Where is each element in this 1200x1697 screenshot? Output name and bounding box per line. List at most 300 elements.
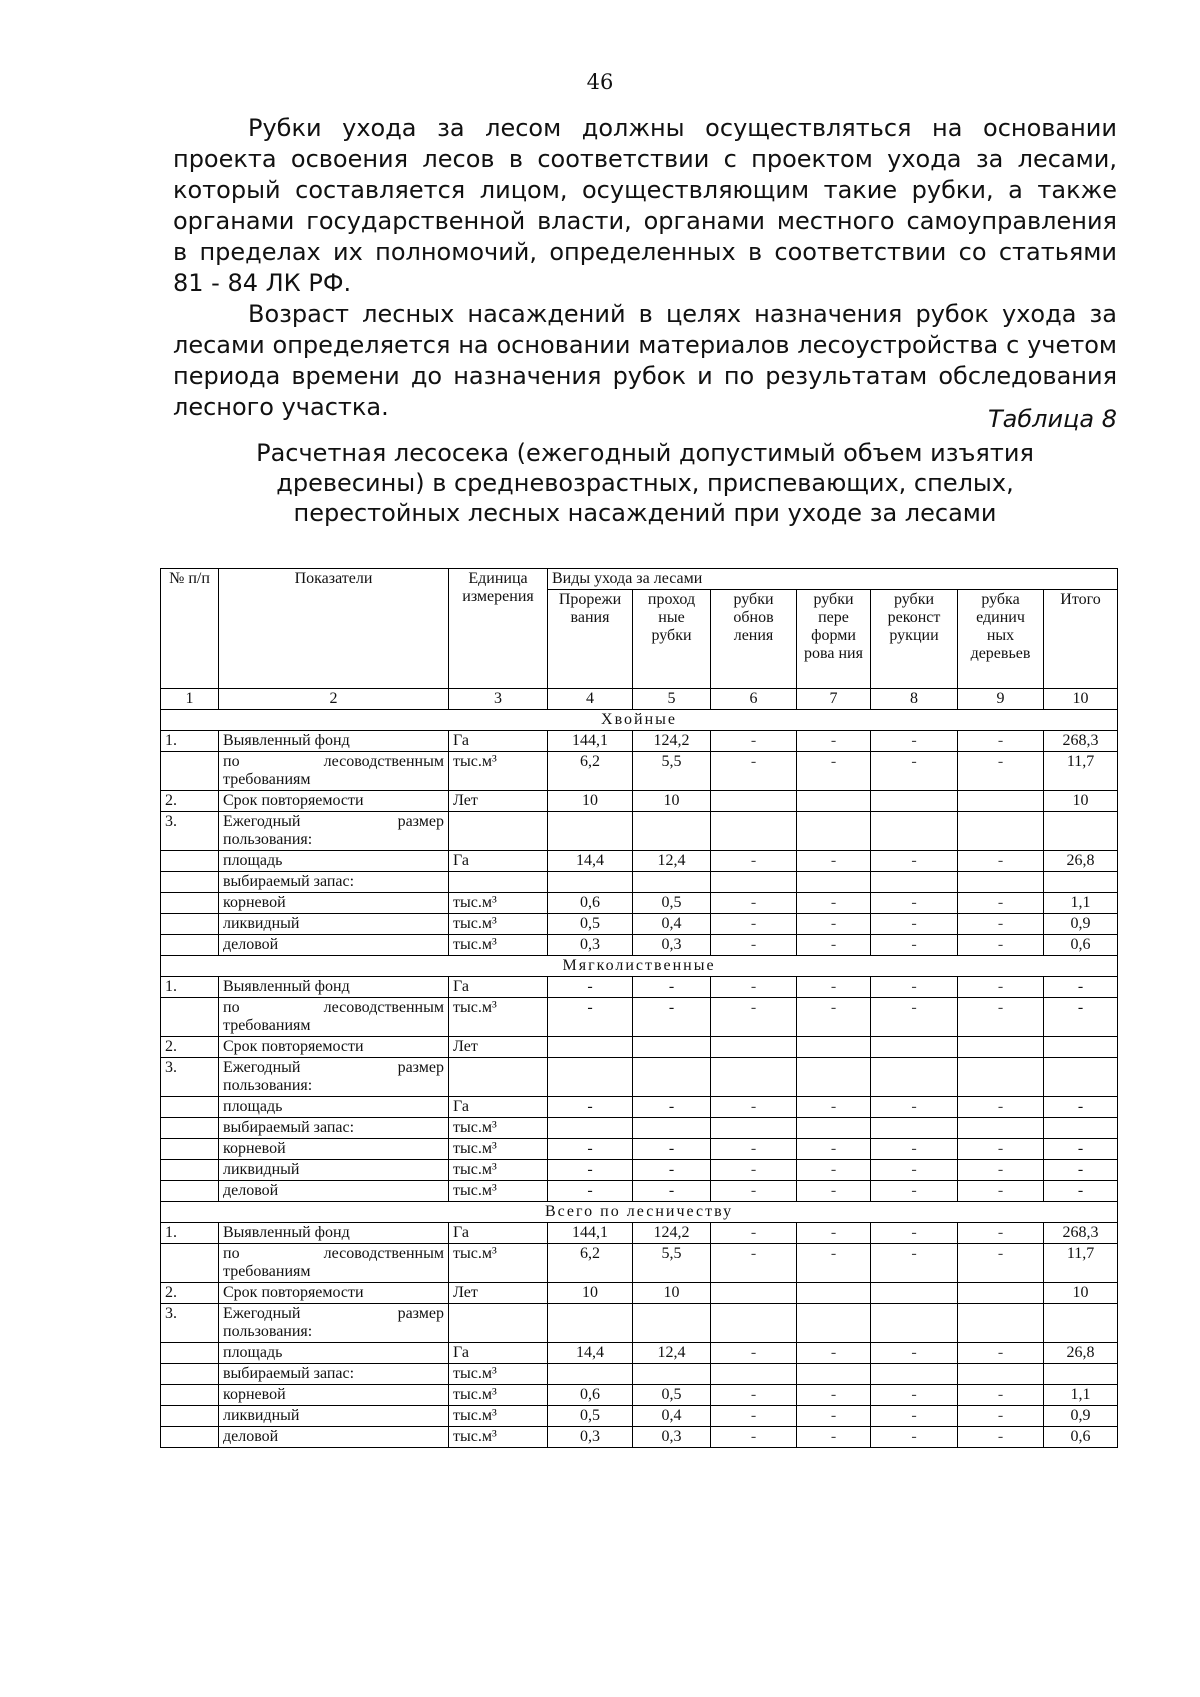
value-cell: - bbox=[958, 731, 1044, 752]
value-cell: - bbox=[958, 1343, 1044, 1364]
header-types: Виды ухода за лесами bbox=[548, 569, 1118, 590]
value-cell: - bbox=[958, 1160, 1044, 1181]
table-caption: Таблица 8 bbox=[987, 405, 1117, 433]
value-cell: - bbox=[797, 1139, 871, 1160]
row-label: Срок повторяемости bbox=[219, 791, 449, 812]
value-cell: 10 bbox=[548, 1283, 633, 1304]
value-cell bbox=[871, 1058, 958, 1097]
row-unit: тыс.м³ bbox=[449, 1160, 548, 1181]
row-number bbox=[161, 1118, 219, 1139]
value-cell: 0,9 bbox=[1044, 1406, 1118, 1427]
table-row bbox=[161, 914, 1118, 935]
value-cell: - bbox=[958, 935, 1044, 956]
row-unit: тыс.м³ bbox=[449, 1385, 548, 1406]
section-title: Всего по лесничеству bbox=[161, 1202, 1118, 1223]
row-number bbox=[161, 752, 219, 791]
value-cell: 144,1 bbox=[548, 731, 633, 752]
row-label: Срок повторяемости bbox=[219, 1283, 449, 1304]
row-unit: Лет bbox=[449, 1283, 548, 1304]
table-row bbox=[161, 1139, 1118, 1160]
row-number bbox=[161, 1139, 219, 1160]
value-cell: 0,4 bbox=[633, 1406, 711, 1427]
value-cell: - bbox=[871, 731, 958, 752]
table-row bbox=[161, 1343, 1118, 1364]
value-cell: 0,5 bbox=[548, 1406, 633, 1427]
value-cell bbox=[1044, 1304, 1118, 1343]
value-cell bbox=[548, 1037, 633, 1058]
section-row bbox=[161, 1202, 1118, 1223]
column-number: 10 bbox=[1044, 689, 1118, 710]
value-cell: - bbox=[797, 1427, 871, 1448]
value-cell: - bbox=[871, 851, 958, 872]
value-cell: 0,3 bbox=[548, 1427, 633, 1448]
value-cell bbox=[958, 1283, 1044, 1304]
row-number bbox=[161, 893, 219, 914]
value-cell: - bbox=[633, 1181, 711, 1202]
value-cell: - bbox=[711, 851, 797, 872]
value-cell bbox=[1044, 1118, 1118, 1139]
value-cell bbox=[958, 1037, 1044, 1058]
value-cell: - bbox=[797, 914, 871, 935]
value-cell: - bbox=[871, 1160, 958, 1181]
table-title-line: перестойных лесных насаждений при уходе за лесами bbox=[293, 499, 997, 527]
value-cell: - bbox=[958, 998, 1044, 1037]
row-unit bbox=[449, 1058, 548, 1097]
value-cell: 0,6 bbox=[548, 893, 633, 914]
value-cell: - bbox=[1044, 998, 1118, 1037]
table-row bbox=[161, 1037, 1118, 1058]
value-cell: - bbox=[711, 1181, 797, 1202]
value-cell: - bbox=[958, 1181, 1044, 1202]
value-cell bbox=[871, 1364, 958, 1385]
table-row bbox=[161, 872, 1118, 893]
value-cell bbox=[711, 1058, 797, 1097]
value-cell bbox=[797, 791, 871, 812]
table-row bbox=[161, 1304, 1118, 1343]
table-row bbox=[161, 1118, 1118, 1139]
value-cell: 0,3 bbox=[633, 935, 711, 956]
value-cell: - bbox=[958, 1385, 1044, 1406]
value-cell: - bbox=[958, 1223, 1044, 1244]
value-cell: 5,5 bbox=[633, 1244, 711, 1283]
table-row bbox=[161, 1058, 1118, 1097]
value-cell: 0,3 bbox=[548, 935, 633, 956]
value-cell: - bbox=[958, 851, 1044, 872]
value-cell bbox=[871, 791, 958, 812]
value-cell: 0,5 bbox=[548, 914, 633, 935]
row-unit bbox=[449, 872, 548, 893]
value-cell bbox=[1044, 1037, 1118, 1058]
value-cell: - bbox=[797, 851, 871, 872]
table-row bbox=[161, 1364, 1118, 1385]
row-unit: тыс.м³ bbox=[449, 1118, 548, 1139]
value-cell: - bbox=[548, 998, 633, 1037]
value-cell: - bbox=[871, 1139, 958, 1160]
value-cell bbox=[871, 1304, 958, 1343]
row-unit: тыс.м³ bbox=[449, 1139, 548, 1160]
value-cell: - bbox=[1044, 1160, 1118, 1181]
header-col: проход ные рубки bbox=[633, 590, 711, 689]
value-cell: 11,7 bbox=[1044, 752, 1118, 791]
row-number: 2. bbox=[161, 1283, 219, 1304]
value-cell: - bbox=[711, 1406, 797, 1427]
value-cell: 0,3 bbox=[633, 1427, 711, 1448]
row-label: выбираемый запас: bbox=[219, 1364, 449, 1385]
value-cell: - bbox=[871, 1181, 958, 1202]
column-number: 7 bbox=[797, 689, 871, 710]
table-row bbox=[161, 935, 1118, 956]
value-cell: - bbox=[871, 977, 958, 998]
value-cell: - bbox=[871, 752, 958, 791]
value-cell: - bbox=[711, 1160, 797, 1181]
row-number bbox=[161, 1427, 219, 1448]
table-row bbox=[161, 893, 1118, 914]
row-number bbox=[161, 1181, 219, 1202]
row-label: Ежегодный размер пользования: bbox=[219, 1304, 449, 1343]
value-cell: - bbox=[711, 914, 797, 935]
header-col: рубки обнов ления bbox=[711, 590, 797, 689]
table-row bbox=[161, 1283, 1118, 1304]
value-cell: 0,6 bbox=[548, 1385, 633, 1406]
value-cell bbox=[711, 1304, 797, 1343]
column-number: 2 bbox=[219, 689, 449, 710]
value-cell: - bbox=[871, 935, 958, 956]
value-cell: - bbox=[871, 1097, 958, 1118]
value-cell bbox=[958, 1304, 1044, 1343]
row-number bbox=[161, 1244, 219, 1283]
value-cell: - bbox=[1044, 977, 1118, 998]
row-label: ликвидный bbox=[219, 1160, 449, 1181]
value-cell: 10 bbox=[1044, 1283, 1118, 1304]
value-cell: - bbox=[548, 1160, 633, 1181]
header-col: Прорежи вания bbox=[548, 590, 633, 689]
value-cell bbox=[548, 1118, 633, 1139]
row-number bbox=[161, 1385, 219, 1406]
section-row bbox=[161, 956, 1118, 977]
value-cell bbox=[797, 872, 871, 893]
row-unit: Га bbox=[449, 977, 548, 998]
value-cell: - bbox=[958, 977, 1044, 998]
row-unit bbox=[449, 812, 548, 851]
table-row bbox=[161, 998, 1118, 1037]
value-cell: - bbox=[711, 1343, 797, 1364]
table-row bbox=[161, 812, 1118, 851]
value-cell: - bbox=[797, 935, 871, 956]
value-cell bbox=[958, 812, 1044, 851]
header-indicators: Показатели bbox=[219, 569, 449, 689]
value-cell: 268,3 bbox=[1044, 1223, 1118, 1244]
value-cell: - bbox=[797, 731, 871, 752]
harvest-table bbox=[160, 568, 1118, 1448]
row-label: корневой bbox=[219, 1139, 449, 1160]
value-cell bbox=[797, 1283, 871, 1304]
row-unit: Лет bbox=[449, 791, 548, 812]
value-cell bbox=[958, 1058, 1044, 1097]
row-unit bbox=[449, 1304, 548, 1343]
row-unit: тыс.м³ bbox=[449, 998, 548, 1037]
value-cell: - bbox=[711, 935, 797, 956]
value-cell: - bbox=[797, 893, 871, 914]
value-cell: - bbox=[711, 731, 797, 752]
section-row bbox=[161, 710, 1118, 731]
value-cell bbox=[711, 812, 797, 851]
value-cell: 5,5 bbox=[633, 752, 711, 791]
row-label: площадь bbox=[219, 851, 449, 872]
value-cell: - bbox=[797, 1406, 871, 1427]
row-label: выбираемый запас: bbox=[219, 872, 449, 893]
value-cell: - bbox=[711, 998, 797, 1037]
row-unit: тыс.м³ bbox=[449, 1181, 548, 1202]
row-number bbox=[161, 1364, 219, 1385]
value-cell: 0,5 bbox=[633, 893, 711, 914]
row-number bbox=[161, 1406, 219, 1427]
table-row bbox=[161, 1160, 1118, 1181]
row-number: 1. bbox=[161, 1223, 219, 1244]
value-cell: - bbox=[797, 1343, 871, 1364]
value-cell: - bbox=[871, 914, 958, 935]
value-cell bbox=[958, 1364, 1044, 1385]
table-title-line: древесины) в средневозрастных, приспевающих, спелых, bbox=[276, 469, 1014, 497]
value-cell: - bbox=[711, 1097, 797, 1118]
value-cell: - bbox=[633, 1160, 711, 1181]
row-unit: Га bbox=[449, 731, 548, 752]
value-cell: 0,9 bbox=[1044, 914, 1118, 935]
value-cell: - bbox=[711, 893, 797, 914]
column-number: 5 bbox=[633, 689, 711, 710]
value-cell: - bbox=[548, 977, 633, 998]
value-cell bbox=[871, 812, 958, 851]
value-cell bbox=[711, 1118, 797, 1139]
paragraph: Рубки ухода за лесом должны осуществляться на основании проекта освоения лесов в соответствии с проектом ухода за лесами, который составляется лицом, осуществляющим такие рубки, а также органами государственной власти, органами местного самоуправления в пределах их полномочий, определенных в соответствии со статьями 81 - 84 ЛК РФ. bbox=[173, 114, 1117, 297]
value-cell bbox=[958, 791, 1044, 812]
header-col: рубка единич ных деревьев bbox=[958, 590, 1044, 689]
header-col: рубки реконст рукции bbox=[871, 590, 958, 689]
table-row bbox=[161, 752, 1118, 791]
value-cell bbox=[633, 812, 711, 851]
value-cell: 124,2 bbox=[633, 1223, 711, 1244]
body-text bbox=[173, 113, 1117, 423]
value-cell: 0,5 bbox=[633, 1385, 711, 1406]
value-cell bbox=[711, 1283, 797, 1304]
value-cell: 12,4 bbox=[633, 1343, 711, 1364]
value-cell: - bbox=[871, 1427, 958, 1448]
value-cell: - bbox=[797, 977, 871, 998]
value-cell: - bbox=[1044, 1097, 1118, 1118]
value-cell: 14,4 bbox=[548, 1343, 633, 1364]
value-cell bbox=[797, 1118, 871, 1139]
row-number: 1. bbox=[161, 731, 219, 752]
column-number: 8 bbox=[871, 689, 958, 710]
row-number bbox=[161, 935, 219, 956]
value-cell bbox=[1044, 812, 1118, 851]
value-cell bbox=[1044, 1058, 1118, 1097]
value-cell: - bbox=[871, 1223, 958, 1244]
value-cell bbox=[958, 1118, 1044, 1139]
row-label: площадь bbox=[219, 1343, 449, 1364]
row-number bbox=[161, 1343, 219, 1364]
row-number: 3. bbox=[161, 1304, 219, 1343]
row-label: Ежегодный размер пользования: bbox=[219, 812, 449, 851]
row-label: по лесоводственным требованиям bbox=[219, 998, 449, 1037]
value-cell: - bbox=[633, 977, 711, 998]
row-number bbox=[161, 1097, 219, 1118]
row-number bbox=[161, 998, 219, 1037]
row-number bbox=[161, 851, 219, 872]
section-title: Мягколиственные bbox=[161, 956, 1118, 977]
value-cell: - bbox=[871, 1406, 958, 1427]
value-cell: - bbox=[711, 1223, 797, 1244]
row-label: Срок повторяемости bbox=[219, 1037, 449, 1058]
row-label: по лесоводственным требованиям bbox=[219, 1244, 449, 1283]
value-cell: - bbox=[548, 1139, 633, 1160]
value-cell: - bbox=[958, 1406, 1044, 1427]
value-cell: - bbox=[548, 1181, 633, 1202]
row-unit: Лет bbox=[449, 1037, 548, 1058]
value-cell: - bbox=[871, 1244, 958, 1283]
value-cell: - bbox=[797, 1160, 871, 1181]
row-unit: Га bbox=[449, 1097, 548, 1118]
table-row bbox=[161, 1244, 1118, 1283]
row-number: 1. bbox=[161, 977, 219, 998]
table-row bbox=[161, 977, 1118, 998]
row-label: площадь bbox=[219, 1097, 449, 1118]
header-unit: Единица измерения bbox=[449, 569, 548, 689]
value-cell bbox=[633, 1037, 711, 1058]
row-label: Ежегодный размер пользования: bbox=[219, 1058, 449, 1097]
value-cell: - bbox=[797, 998, 871, 1037]
value-cell bbox=[711, 872, 797, 893]
row-number bbox=[161, 914, 219, 935]
value-cell: 14,4 bbox=[548, 851, 633, 872]
value-cell bbox=[548, 1364, 633, 1385]
row-number: 3. bbox=[161, 1058, 219, 1097]
value-cell bbox=[633, 1058, 711, 1097]
value-cell: 6,2 bbox=[548, 752, 633, 791]
value-cell: 144,1 bbox=[548, 1223, 633, 1244]
value-cell: 1,1 bbox=[1044, 1385, 1118, 1406]
row-unit: тыс.м³ bbox=[449, 1364, 548, 1385]
value-cell: 12,4 bbox=[633, 851, 711, 872]
table-row bbox=[161, 1406, 1118, 1427]
value-cell bbox=[871, 872, 958, 893]
value-cell bbox=[548, 1304, 633, 1343]
value-cell: - bbox=[797, 1385, 871, 1406]
value-cell: 10 bbox=[633, 1283, 711, 1304]
row-unit: тыс.м³ bbox=[449, 935, 548, 956]
table-row bbox=[161, 1385, 1118, 1406]
value-cell: - bbox=[958, 914, 1044, 935]
page-number: 46 bbox=[586, 70, 614, 94]
row-label: Выявленный фонд bbox=[219, 977, 449, 998]
row-label: Выявленный фонд bbox=[219, 731, 449, 752]
table-title-line: Расчетная лесосека (ежегодный допустимый объем изъятия bbox=[256, 439, 1034, 467]
value-cell bbox=[711, 1364, 797, 1385]
row-unit: тыс.м³ bbox=[449, 914, 548, 935]
row-number bbox=[161, 872, 219, 893]
row-number: 3. bbox=[161, 812, 219, 851]
value-cell: - bbox=[633, 998, 711, 1037]
value-cell: 10 bbox=[1044, 791, 1118, 812]
value-cell: 0,6 bbox=[1044, 1427, 1118, 1448]
value-cell bbox=[711, 1037, 797, 1058]
value-cell bbox=[633, 1118, 711, 1139]
value-cell bbox=[548, 1058, 633, 1097]
value-cell: - bbox=[958, 1244, 1044, 1283]
value-cell: - bbox=[711, 1427, 797, 1448]
value-cell: 26,8 bbox=[1044, 851, 1118, 872]
value-cell: - bbox=[711, 1244, 797, 1283]
value-cell: - bbox=[1044, 1181, 1118, 1202]
value-cell: 10 bbox=[633, 791, 711, 812]
row-number: 2. bbox=[161, 1037, 219, 1058]
value-cell bbox=[871, 1118, 958, 1139]
row-label: деловой bbox=[219, 935, 449, 956]
row-label: ликвидный bbox=[219, 1406, 449, 1427]
header-col: Итого bbox=[1044, 590, 1118, 689]
value-cell: - bbox=[711, 1139, 797, 1160]
row-unit: тыс.м³ bbox=[449, 1244, 548, 1283]
value-cell: - bbox=[1044, 1139, 1118, 1160]
table-row bbox=[161, 851, 1118, 872]
value-cell: 124,2 bbox=[633, 731, 711, 752]
value-cell: 10 bbox=[548, 791, 633, 812]
value-cell: - bbox=[871, 1385, 958, 1406]
column-number: 6 bbox=[711, 689, 797, 710]
value-cell bbox=[548, 872, 633, 893]
value-cell: - bbox=[711, 1385, 797, 1406]
value-cell: - bbox=[958, 1427, 1044, 1448]
value-cell: 6,2 bbox=[548, 1244, 633, 1283]
row-label: корневой bbox=[219, 1385, 449, 1406]
value-cell: - bbox=[871, 998, 958, 1037]
header-row bbox=[161, 569, 1118, 590]
table-row bbox=[161, 1181, 1118, 1202]
value-cell: 26,8 bbox=[1044, 1343, 1118, 1364]
value-cell bbox=[633, 872, 711, 893]
header-num: № п/п bbox=[161, 569, 219, 689]
value-cell: 268,3 bbox=[1044, 731, 1118, 752]
value-cell: - bbox=[958, 893, 1044, 914]
value-cell: - bbox=[797, 1223, 871, 1244]
row-label: по лесоводственным требованиям bbox=[219, 752, 449, 791]
row-unit: Га bbox=[449, 851, 548, 872]
value-cell: 0,4 bbox=[633, 914, 711, 935]
value-cell: - bbox=[797, 1097, 871, 1118]
table-row bbox=[161, 1427, 1118, 1448]
column-number: 9 bbox=[958, 689, 1044, 710]
value-cell: - bbox=[797, 1244, 871, 1283]
section-title: Хвойные bbox=[161, 710, 1118, 731]
value-cell: - bbox=[633, 1139, 711, 1160]
row-unit: тыс.м³ bbox=[449, 1427, 548, 1448]
value-cell: 0,6 bbox=[1044, 935, 1118, 956]
table-row bbox=[161, 731, 1118, 752]
value-cell: - bbox=[871, 893, 958, 914]
value-cell: 1,1 bbox=[1044, 893, 1118, 914]
value-cell: 11,7 bbox=[1044, 1244, 1118, 1283]
value-cell: - bbox=[797, 752, 871, 791]
value-cell bbox=[1044, 1364, 1118, 1385]
value-cell bbox=[797, 1364, 871, 1385]
row-label: деловой bbox=[219, 1427, 449, 1448]
value-cell bbox=[633, 1364, 711, 1385]
column-number: 3 bbox=[449, 689, 548, 710]
value-cell bbox=[958, 872, 1044, 893]
row-label: ликвидный bbox=[219, 914, 449, 935]
table-row bbox=[161, 1097, 1118, 1118]
row-label: корневой bbox=[219, 893, 449, 914]
row-unit: тыс.м³ bbox=[449, 893, 548, 914]
